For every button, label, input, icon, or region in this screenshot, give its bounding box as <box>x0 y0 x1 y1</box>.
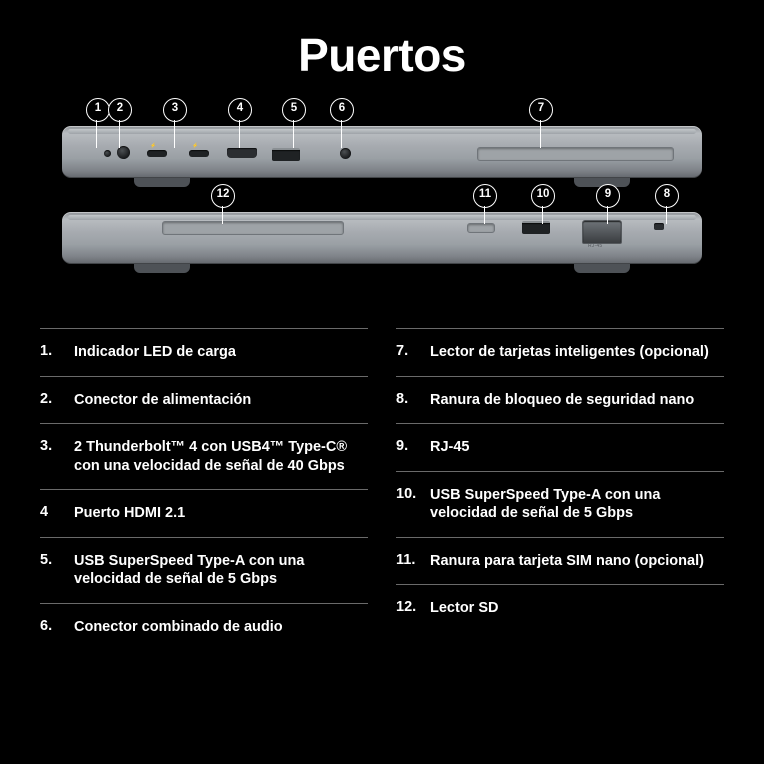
callout-4: 4 <box>228 98 252 122</box>
thunderbolt-icon-1: ⚡ <box>150 143 157 149</box>
leader-line-1 <box>96 120 97 148</box>
list-item <box>40 328 368 376</box>
list-item <box>396 471 724 537</box>
callout-12: 12 <box>211 184 235 208</box>
nano-sim-slot <box>467 223 495 233</box>
laptop-right-side-edge <box>62 126 702 178</box>
legend-number: 3. <box>40 438 53 455</box>
hdmi-port <box>227 148 257 158</box>
legend-label: Puerto HDMI 2.1 <box>74 505 186 522</box>
device-illustration <box>0 100 764 280</box>
list-item <box>40 376 368 424</box>
list-item <box>40 489 368 537</box>
legend-label: Conector combinado de audio <box>74 618 283 635</box>
laptop-left-side-edge <box>62 212 702 264</box>
sd-card-reader-slot <box>162 221 344 235</box>
thunderbolt-port-2 <box>189 150 209 157</box>
legend-label: Conector de alimentación <box>74 391 252 408</box>
leader-line-6 <box>341 120 342 148</box>
callout-2: 2 <box>108 98 132 122</box>
thunderbolt-port-1 <box>147 150 167 157</box>
legend-label: Lector de tarjetas inteligentes (opcional) <box>430 344 709 360</box>
legend-column-right <box>396 328 724 650</box>
legend-number: 7. <box>396 343 409 359</box>
legend-number: 2. <box>40 390 53 407</box>
list-item <box>396 423 724 471</box>
callout-7: 7 <box>529 98 553 122</box>
callout-10: 10 <box>531 184 555 208</box>
list-item <box>40 537 368 603</box>
leader-line-10 <box>542 206 543 224</box>
leader-line-4 <box>239 120 240 148</box>
legend-number: 11. <box>396 551 416 568</box>
legend-number: 8. <box>396 390 409 407</box>
leader-line-3 <box>174 120 175 148</box>
leader-line-9 <box>607 206 608 224</box>
legend-number: 12. <box>396 599 417 616</box>
ports-legend <box>40 328 724 650</box>
list-item <box>40 423 368 489</box>
legend-number: 5. <box>40 551 53 568</box>
callout-6: 6 <box>330 98 354 122</box>
leader-line-11 <box>484 206 485 224</box>
leader-line-5 <box>293 120 294 148</box>
leader-line-8 <box>666 206 667 224</box>
device-foot <box>574 264 630 273</box>
legend-number: 6. <box>40 617 53 634</box>
leader-line-12 <box>222 206 223 224</box>
usb-a-port-bottom <box>522 221 550 234</box>
leader-line-7 <box>540 120 541 148</box>
legend-label: Ranura de bloqueo de seguridad nano <box>430 391 695 408</box>
legend-column-left <box>40 328 368 650</box>
smart-card-reader-slot <box>477 147 674 161</box>
rj45-port <box>582 220 622 244</box>
callout-9: 9 <box>596 184 620 208</box>
list-item <box>396 584 724 632</box>
list-item <box>396 328 724 376</box>
legend-number: 4 <box>40 504 49 521</box>
page-title: Puertos <box>298 29 466 81</box>
audio-combo-jack <box>340 148 351 159</box>
legend-label: Indicador LED de carga <box>74 344 236 360</box>
callout-3: 3 <box>163 98 187 122</box>
legend-number: 10. <box>396 485 417 502</box>
led-charge-indicator <box>104 150 111 157</box>
nano-security-lock-slot <box>654 223 664 230</box>
list-item <box>396 537 724 585</box>
legend-label: Lector SD <box>430 600 499 617</box>
rj45-label: RJ-45 <box>588 243 603 249</box>
callout-11: 11 <box>473 184 497 208</box>
legend-number: 1. <box>40 343 53 359</box>
legend-number: 9. <box>396 438 409 455</box>
legend-label: 2 Thunderbolt™ 4 con USB4™ Type-C® con una velocidad de señal de 40 Gbps <box>74 439 348 474</box>
legend-label: RJ-45 <box>430 439 470 456</box>
list-item <box>396 376 724 424</box>
legend-label: USB SuperSpeed Type-A con una velocidad de señal de 5 Gbps <box>74 552 305 588</box>
legend-label: USB SuperSpeed Type-A con una velocidad de señal de 5 Gbps <box>430 486 661 522</box>
callout-5: 5 <box>282 98 306 122</box>
device-foot <box>134 178 190 187</box>
callout-8: 8 <box>655 184 679 208</box>
usb-a-port-top <box>272 148 300 161</box>
leader-line-2 <box>119 120 120 148</box>
thunderbolt-icon-2: ⚡ <box>192 143 199 149</box>
list-item <box>40 603 368 651</box>
legend-label: Ranura para tarjeta SIM nano (opcional) <box>430 552 704 569</box>
callout-1: 1 <box>86 98 110 122</box>
device-foot <box>134 264 190 273</box>
